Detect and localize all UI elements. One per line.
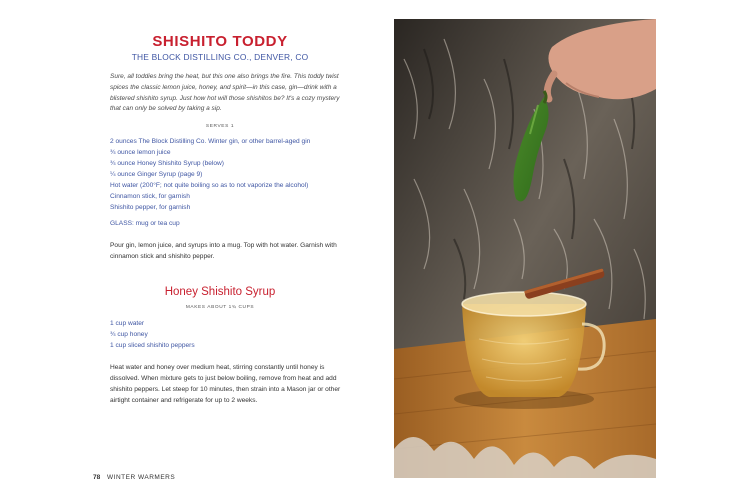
drink-photo	[394, 19, 656, 478]
section-name: WINTER WARMERS	[107, 474, 176, 481]
syrup-ingredient-item: ¾ cup honey	[110, 331, 148, 338]
recipe-intro: Sure, all toddies bring the heat, but this one also brings the fire. This toddy twist spices the classic lemon juice, honey, and spirit—in this case, gin—drink with a blistered shishito syrup. Just how hot will those shishitos be? It's a cozy mystery that can only be solved by taking a sip.	[110, 73, 340, 113]
ingredient-list	[110, 136, 350, 213]
recipe-directions: Pour gin, lemon juice, and syrups into a mug. Top with hot water. Garnish with cinnamon stick and shishito pepper.	[110, 242, 337, 260]
serves-label: SERVES 1	[205, 124, 235, 129]
page-number: 78	[93, 474, 101, 481]
syrup-title: Honey Shishito Syrup	[164, 286, 276, 298]
ingredient-item: ¾ ounce Honey Shishito Syrup (below)	[110, 160, 224, 167]
syrup-ingredient-item: 1 cup water	[110, 320, 145, 327]
syrup-directions: Heat water and honey over medium heat, stirring constantly until honey is dissolved. When mixture gets to just below boiling, remove from heat and add shishito peppers. Let steep for 10 minutes, then strain into a Mason jar or other airtight container and refrigerate for up to 2 weeks.	[110, 364, 341, 404]
recipe-subtitle: THE BLOCK DISTILLING CO., DENVER, CO	[131, 52, 309, 62]
page-footer	[93, 474, 175, 481]
syrup-yield: MAKES ABOUT 1¾ CUPS	[185, 305, 255, 310]
syrup-ingredient-list	[110, 318, 310, 351]
ingredient-item: ¼ ounce Ginger Syrup (page 9)	[110, 171, 203, 178]
ingredient-item: Hot water (200°F; not quite boiling so as to not vaporize the alcohol)	[110, 182, 309, 189]
ingredient-item: Shishito pepper, for garnish	[110, 204, 191, 211]
ingredient-item: Cinnamon stick, for garnish	[110, 193, 190, 200]
ingredient-item: ¾ ounce lemon juice	[110, 149, 171, 156]
syrup-ingredient-item: 1 cup sliced shishito peppers	[110, 342, 195, 349]
ingredient-item: 2 ounces The Block Distilling Co. Winter gin, or other barrel-aged gin	[110, 138, 311, 145]
glass-note: GLASS: mug or tea cup	[110, 220, 180, 227]
recipe-title: SHISHITO TODDY	[152, 33, 288, 50]
